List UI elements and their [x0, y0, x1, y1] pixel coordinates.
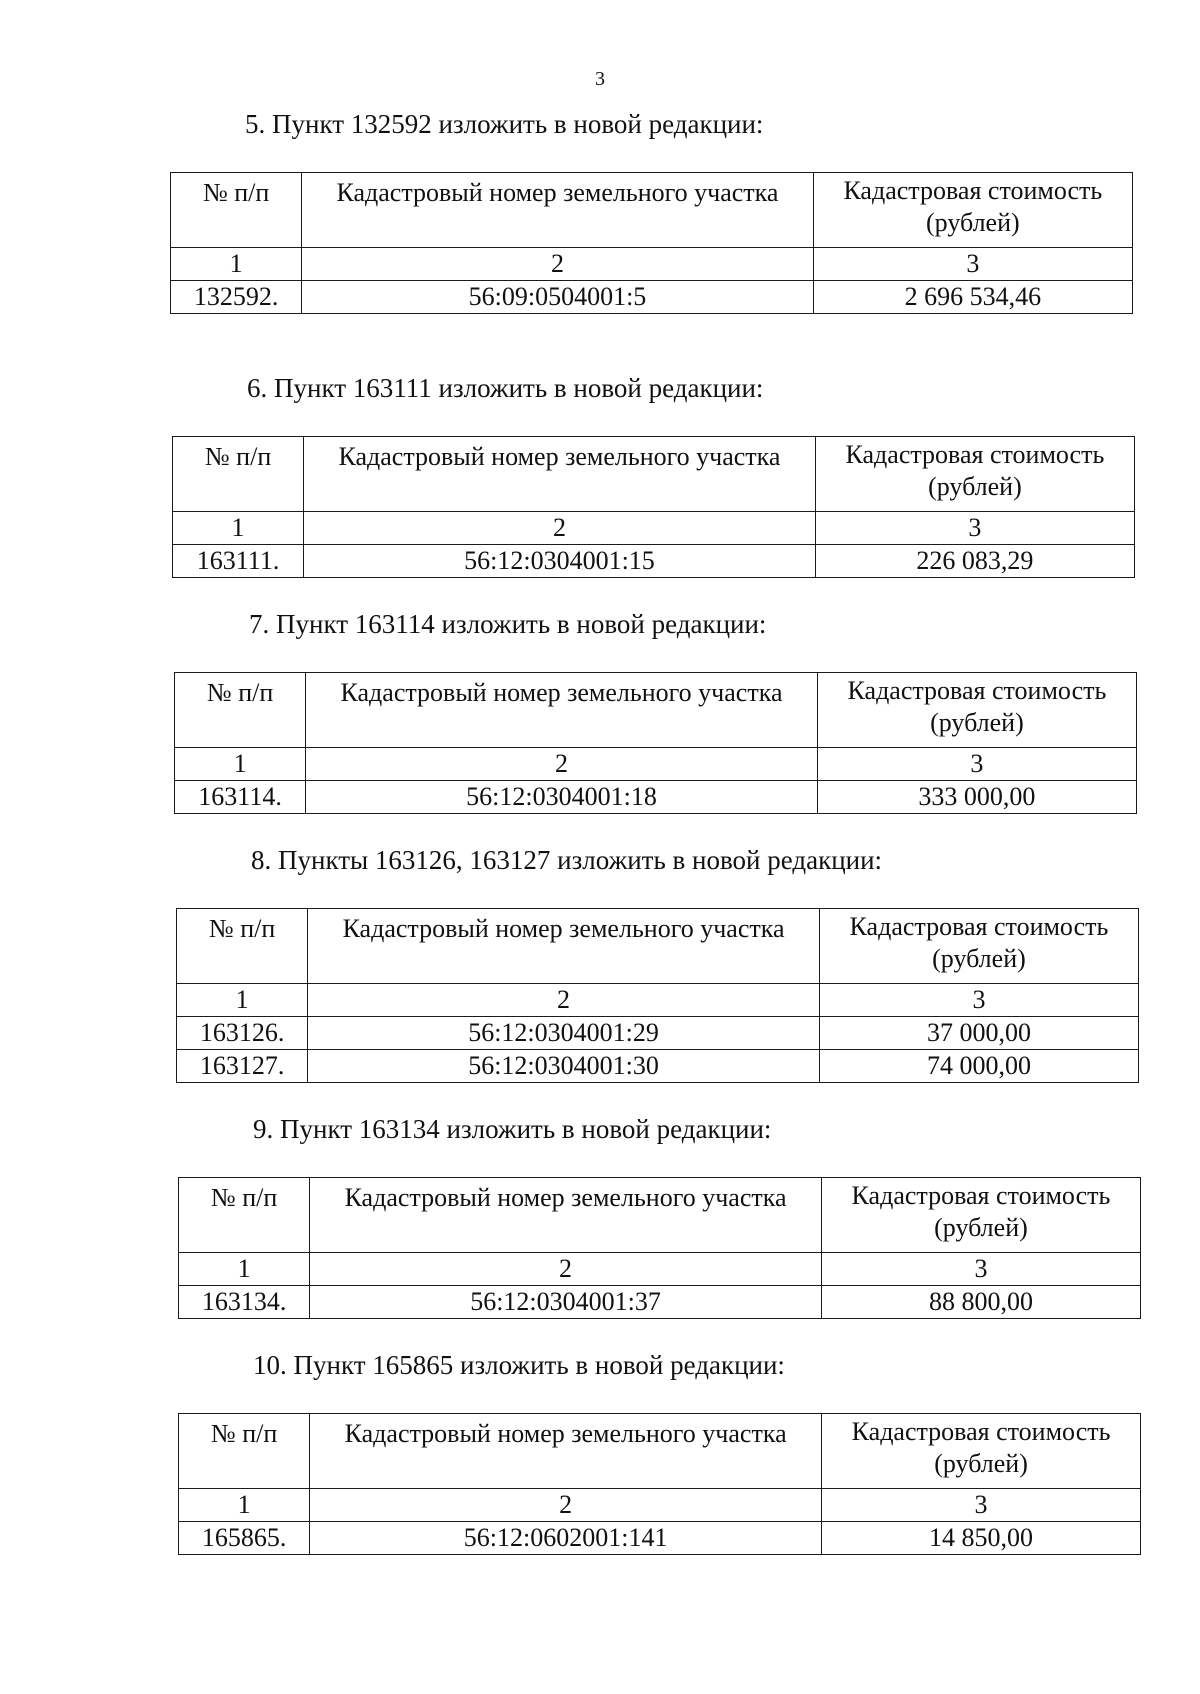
row-cadastral-number: 56:12:0602001:141	[310, 1522, 822, 1555]
section-item-9	[178, 1113, 1141, 1319]
section-item-8	[176, 844, 1139, 1083]
row-num: 163114.	[175, 781, 306, 814]
row-cadastral-number: 56:12:0304001:15	[304, 545, 816, 578]
column-index-row	[171, 248, 1133, 281]
column-index-row	[179, 1253, 1141, 1286]
row-value: 2 696 534,46	[813, 281, 1132, 314]
column-index: 3	[821, 1253, 1140, 1286]
section-item-5	[170, 108, 1133, 314]
header-cadastral-number: Кадастровый номер земельного участка	[306, 673, 818, 748]
table-row	[179, 1286, 1141, 1319]
column-index: 2	[306, 748, 818, 781]
cadastral-table	[170, 172, 1133, 314]
row-cadastral-number: 56:12:0304001:30	[308, 1050, 820, 1083]
row-value: 14 850,00	[822, 1522, 1141, 1555]
cadastral-table	[178, 1177, 1141, 1319]
header-num: № п/п	[179, 1178, 310, 1253]
section-item-6	[172, 372, 1135, 578]
header-cadastral-number: Кадастровый номер земельного участка	[308, 909, 820, 984]
column-index: 1	[171, 248, 302, 281]
column-index-row	[179, 1489, 1141, 1522]
header-cadastral-value: Кадастровая стоимость (рублей)	[819, 909, 1138, 984]
table-row	[175, 781, 1137, 814]
table-header-row	[173, 437, 1135, 512]
row-cadastral-number: 56:12:0304001:18	[306, 781, 818, 814]
header-num: № п/п	[179, 1414, 310, 1489]
column-index-row	[173, 512, 1135, 545]
header-cadastral-number: Кадастровый номер земельного участка	[310, 1178, 822, 1253]
cadastral-table	[174, 672, 1137, 814]
column-index: 1	[177, 984, 308, 1017]
section-heading: 8. Пункты 163126, 163127 изложить в новой редакции:	[251, 845, 883, 875]
row-value: 74 000,00	[819, 1050, 1138, 1083]
column-index: 2	[304, 512, 816, 545]
section-item-7	[174, 608, 1137, 814]
column-index: 3	[815, 512, 1134, 545]
column-index: 3	[813, 248, 1132, 281]
row-num: 163126.	[177, 1017, 308, 1050]
section-heading: 10. Пункт 165865 изложить в новой редакции:	[253, 1350, 785, 1380]
header-num: № п/п	[173, 437, 304, 512]
row-num: 163111.	[173, 545, 304, 578]
cadastral-table	[176, 908, 1139, 1083]
header-cadastral-number: Кадастровый номер земельного участка	[302, 173, 813, 248]
column-index: 2	[310, 1489, 822, 1522]
table-header-row	[179, 1414, 1141, 1489]
row-num: 132592.	[171, 281, 302, 314]
table-row	[177, 1017, 1139, 1050]
section-heading: 5. Пункт 132592 изложить в новой редакции:	[245, 109, 764, 139]
column-index: 1	[175, 748, 306, 781]
table-header-row	[171, 173, 1133, 248]
row-cadastral-number: 56:12:0304001:37	[310, 1286, 822, 1319]
cadastral-table	[172, 436, 1135, 578]
section-item-10	[178, 1349, 1141, 1555]
header-cadastral-number: Кадастровый номер земельного участка	[304, 437, 816, 512]
column-index: 1	[179, 1253, 310, 1286]
column-index: 3	[817, 748, 1136, 781]
table-row	[177, 1050, 1139, 1083]
row-value: 226 083,29	[815, 545, 1134, 578]
header-cadastral-value: Кадастровая стоимость (рублей)	[821, 1178, 1140, 1253]
column-index: 2	[308, 984, 820, 1017]
row-num: 165865.	[179, 1522, 310, 1555]
column-index: 3	[819, 984, 1138, 1017]
column-index-row	[177, 984, 1139, 1017]
column-index: 2	[302, 248, 813, 281]
column-index: 1	[179, 1489, 310, 1522]
header-num: № п/п	[177, 909, 308, 984]
row-value: 333 000,00	[817, 781, 1136, 814]
table-row	[173, 545, 1135, 578]
header-cadastral-value: Кадастровая стоимость (рублей)	[822, 1414, 1141, 1489]
row-cadastral-number: 56:09:0504001:5	[302, 281, 813, 314]
row-num: 163134.	[179, 1286, 310, 1319]
header-cadastral-value: Кадастровая стоимость (рублей)	[815, 437, 1134, 512]
row-value: 37 000,00	[819, 1017, 1138, 1050]
row-cadastral-number: 56:12:0304001:29	[308, 1017, 820, 1050]
table-row	[171, 281, 1133, 314]
page-number: 3	[595, 68, 605, 90]
table-row	[179, 1522, 1141, 1555]
column-index-row	[175, 748, 1137, 781]
cadastral-table	[178, 1413, 1141, 1555]
section-heading: 6. Пункт 163111 изложить в новой редакции:	[247, 373, 764, 403]
row-value: 88 800,00	[821, 1286, 1140, 1319]
column-index: 1	[173, 512, 304, 545]
header-cadastral-number: Кадастровый номер земельного участка	[310, 1414, 822, 1489]
header-cadastral-value: Кадастровая стоимость (рублей)	[813, 173, 1132, 248]
column-index: 2	[310, 1253, 822, 1286]
header-num: № п/п	[175, 673, 306, 748]
table-header-row	[177, 909, 1139, 984]
row-num: 163127.	[177, 1050, 308, 1083]
header-num: № п/п	[171, 173, 302, 248]
table-header-row	[175, 673, 1137, 748]
header-cadastral-value: Кадастровая стоимость (рублей)	[817, 673, 1136, 748]
section-heading: 7. Пункт 163114 изложить в новой редакции:	[249, 609, 767, 639]
column-index: 3	[822, 1489, 1141, 1522]
section-heading: 9. Пункт 163134 изложить в новой редакции:	[253, 1114, 772, 1144]
table-header-row	[179, 1178, 1141, 1253]
